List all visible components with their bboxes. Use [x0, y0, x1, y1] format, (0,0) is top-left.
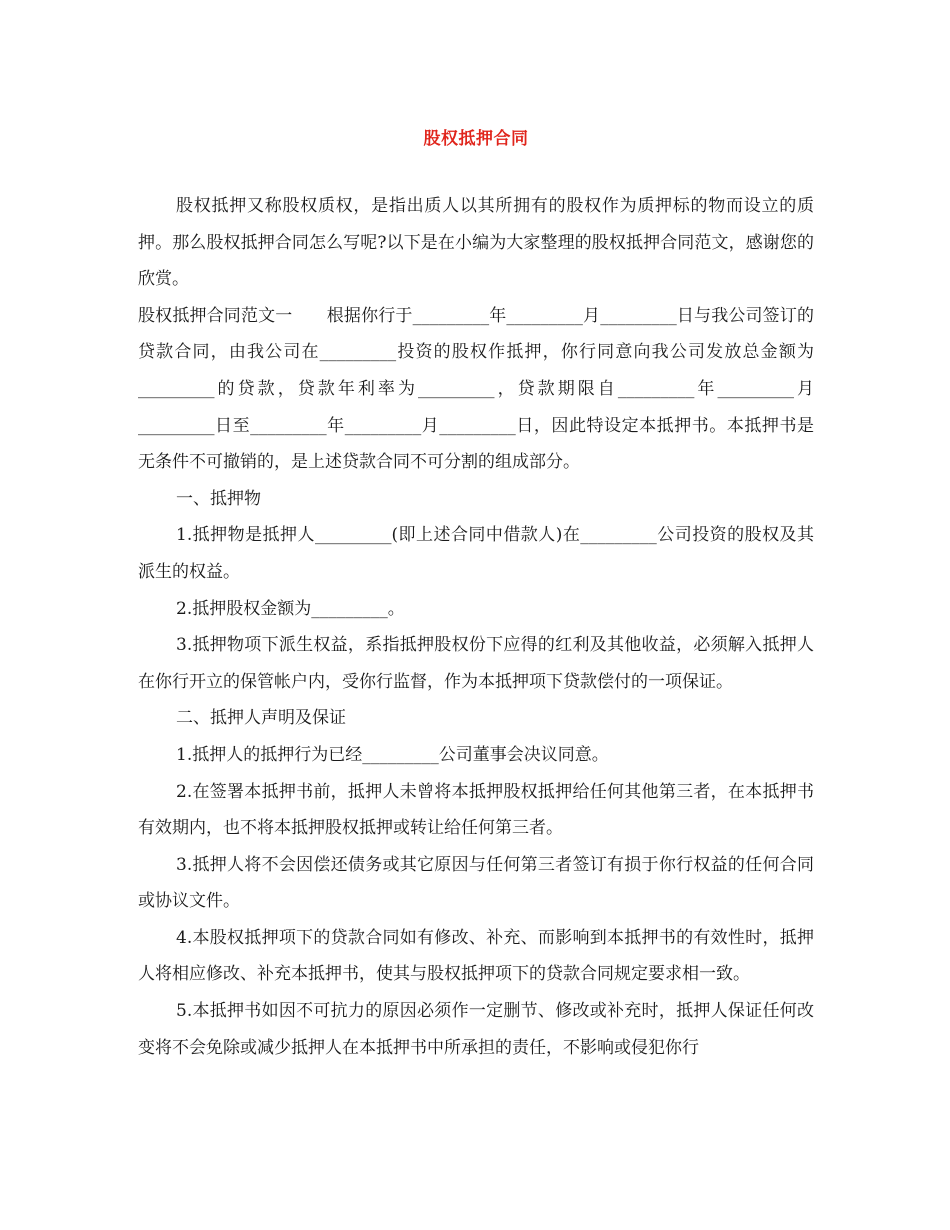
clause-2-1: 1.抵押人的抵押行为已经_________公司董事会决议同意。: [176, 744, 609, 765]
document-body: [138, 188, 814, 1066]
document-title: 股权抵押合同: [423, 129, 529, 149]
section-heading-collateral: 一、抵押物: [176, 488, 261, 509]
clause-2-4: 4.本股权抵押项下的贷款合同如有修改、补充、而影响到本抵押书的有效性时，抵押人将相应修改、补充本抵押书，使其与股权抵押项下的贷款合同规定要求相一致。: [138, 927, 814, 985]
clause-2-5: 5.本抵押书如因不可抗力的原因必须作一定删节、修改或补充时，抵押人保证任何改变将不会免除或减少抵押人在本抵押书中所承担的责任，不影响或侵犯你行: [138, 1001, 814, 1058]
clause-1-3: 3.抵押物项下派生权益，系指抵押股权份下应得的红利及其他收益，必须解入抵押人在你行开立的保管帐户内，受你行监督，作为本抵押项下贷款偿付的一项保证。: [138, 635, 814, 692]
clause-2-3: 3.抵押人将不会因偿还债务或其它原因与任何第三者签订有损于你行权益的任何合同或协议文件。: [138, 854, 814, 912]
intro-paragraph: 股权抵押又称股权质权，是指出质人以其所拥有的股权作为质押标的物而设立的质押。那么股权抵押合同怎么写呢?以下是在小编为大家整理的股权抵押合同范文，感谢您的欣赏。: [138, 196, 814, 290]
clause-1-2: 2.抵押股权金额为_________。: [176, 598, 405, 619]
clause-1-1: 1.抵押物是抵押人_________(即上述合同中借款人)在_________公司投资的股权及其派生的权益。: [138, 525, 814, 582]
section-heading-declarations: 二、抵押人声明及保证: [176, 708, 346, 729]
sample-contract-preamble: 股权抵押合同范文一 根据你行于_________年_________月_________日与我公司签订的贷款合同，由我公司在_________投资的股权作抵押，你行同意向我公司发放总金额为_________的贷款，贷款年利率为_________，贷款期限自_________年_________月_________日至_________年_________月_________日，因此特设定本抵押书。本抵押书是无条件不可撤销的，是上述贷款合同不可分割的组成部分。: [138, 305, 814, 473]
clause-2-2: 2.在签署本抵押书前，抵押人未曾将本抵押股权抵押给任何其他第三者，在本抵押书有效期内，也不将本抵押股权抵押或转让给任何第三者。: [138, 781, 814, 839]
